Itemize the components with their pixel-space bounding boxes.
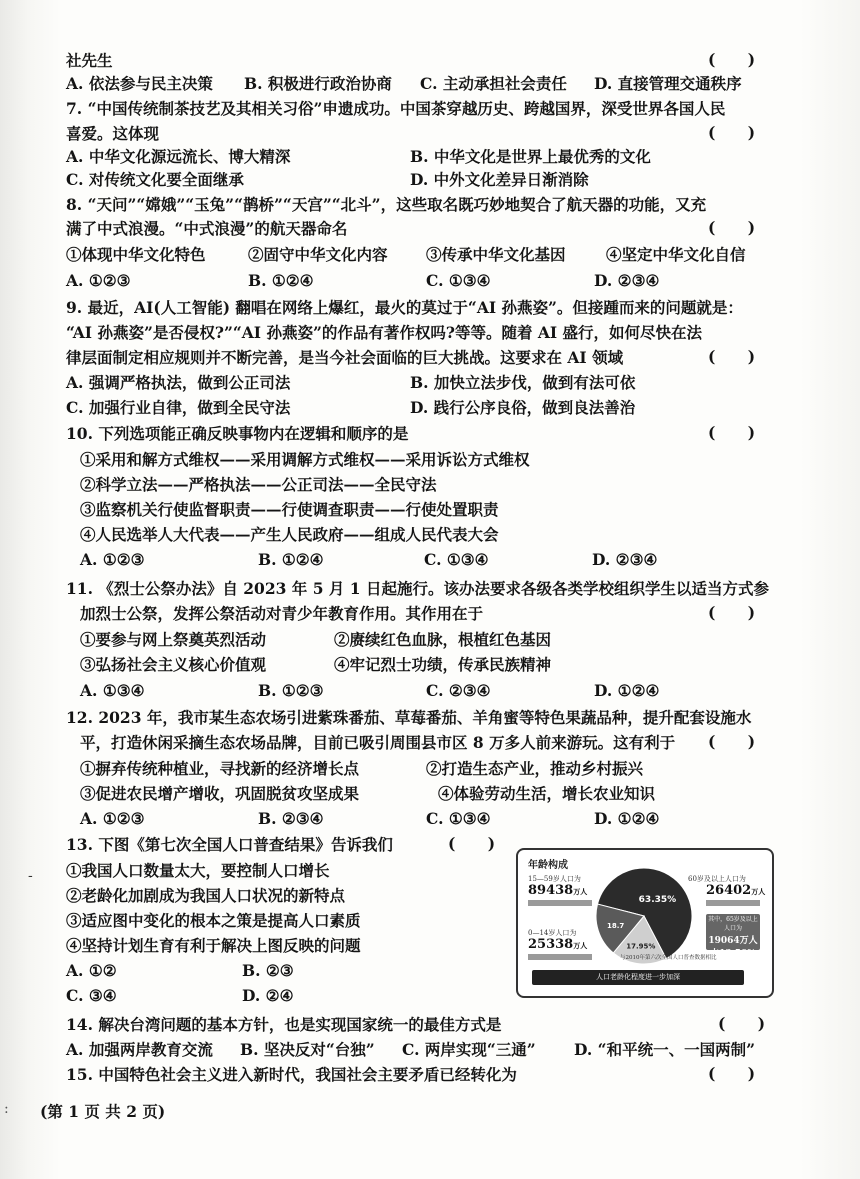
q7-option-a: A. 中华文化源远流长、博大精深 xyxy=(66,147,291,166)
q9-stem-line2: “AI 孙燕姿”是否侵权?”“AI 孙燕姿”的作品有著作权吗?等等。随着 AI 盛行，如何尽快在法 xyxy=(66,323,703,342)
q10-statement-1: ①采用和解方式维权——采用调解方式维权——采用诉讼方式维权 xyxy=(80,450,530,469)
q6-answer-blank[interactable]: ( ) xyxy=(708,50,756,69)
q11-answer-blank[interactable]: ( ) xyxy=(708,603,756,622)
q11-stem-line2: 加烈士公祭，发挥公祭活动对青少年教育作用。其作用在于 xyxy=(80,604,484,623)
q8-statement-1: ①体现中华文化特色 xyxy=(66,245,206,264)
page-footer: (第 1 页 共 2 页) xyxy=(40,1102,166,1121)
q13-option-b: B. ②③ xyxy=(242,961,294,980)
q14-answer-blank[interactable]: ( ) xyxy=(718,1014,766,1033)
q8-option-c: C. ①③④ xyxy=(426,271,491,290)
q8-answer-blank[interactable]: ( ) xyxy=(708,218,756,237)
q7-answer-blank[interactable]: ( ) xyxy=(708,123,756,142)
q14-option-d: D. “和平统一、一国两制” xyxy=(574,1040,756,1059)
binding-mark: : xyxy=(4,1101,9,1117)
q9-answer-blank[interactable]: ( ) xyxy=(708,347,756,366)
q9-option-a: A. 强调严格执法，做到公正司法 xyxy=(66,373,291,392)
q8-statement-4: ④坚定中华文化自信 xyxy=(606,245,746,264)
q14-option-c: C. 两岸实现“三通” xyxy=(402,1040,536,1059)
callout-value: 19064万人 xyxy=(708,936,758,946)
q8-stem-line2: 满了中式浪漫。“中式浪漫”的航天器命名 xyxy=(66,219,348,238)
q13-stem: 13. 下图《第七次全国人口普查结果》告诉我们 xyxy=(66,835,393,854)
q9-stem-line1: 9. 最近，AI(人工智能) 翻唱在网络上爆红，最火的莫过于“AI 孙燕姿”。但接踵而来的问题就是： xyxy=(66,298,743,317)
q11-option-a: A. ①③④ xyxy=(80,681,145,700)
q8-option-b: B. ①②④ xyxy=(248,271,314,290)
q10-option-a: A. ①②③ xyxy=(80,550,145,569)
q8-option-a: A. ①②③ xyxy=(66,271,131,290)
q14-option-b: B. 坚决反对“台独” xyxy=(240,1040,375,1059)
q12-stem-line1: 12. 2023 年，我市某生态农场引进紫珠番茄、草莓番茄、羊角蜜等特色果蔬品种，提升配套设施水 xyxy=(66,708,752,727)
q12-statement-3: ③促进农民增产增收，巩固脱贫攻坚成果 xyxy=(80,784,360,803)
q11-statement-2: ②赓续红色血脉，根植红色基因 xyxy=(334,630,552,649)
group-working-label: 15—59岁人口为 xyxy=(528,875,581,883)
q15-answer-blank[interactable]: ( ) xyxy=(708,1064,756,1083)
margin-mark: - xyxy=(28,868,33,884)
q6-option-b: B. 积极进行政治协商 xyxy=(244,74,392,93)
q9-option-d: D. 践行公序良俗，做到良法善治 xyxy=(410,398,636,417)
callout-share: 占13.50% xyxy=(710,949,756,959)
q10-stem: 10. 下列选项能正确反映事物内在逻辑和顺序的是 xyxy=(66,424,409,443)
q8-option-d: D. ②③④ xyxy=(594,271,660,290)
q12-answer-blank[interactable]: ( ) xyxy=(708,732,756,751)
q12-option-d: D. ①②④ xyxy=(594,809,660,828)
group-working-value: 89438万人 xyxy=(528,883,588,898)
q10-option-b: B. ①②④ xyxy=(258,550,324,569)
q6-option-a: A. 依法参与民主决策 xyxy=(66,74,213,93)
q14-stem: 14. 解决台湾问题的基本方针，也是实现国家统一的最佳方式是 xyxy=(66,1015,502,1034)
q12-option-c: C. ①③④ xyxy=(426,809,491,828)
group-children-value: 25338万人 xyxy=(528,937,588,952)
q13-statement-4: ④坚持计划生育有利于解决上图反映的问题 xyxy=(66,936,361,955)
pie-slice-0-14-label: 18.7 xyxy=(607,922,625,931)
q11-stem-line1: 11. 《烈士公祭办法》自 2023 年 5 月 1 日起施行。该办法要求各级各类学校组织学生以适当方式参 xyxy=(66,579,769,598)
q8-statement-3: ③传承中华文化基因 xyxy=(426,245,566,264)
q12-stem-line2: 平，打造休闲采摘生态农场品牌，目前已吸引周围县市区 8 万多人前来游玩。这有利于 xyxy=(80,733,676,752)
q11-option-b: B. ①②③ xyxy=(258,681,324,700)
q11-statement-1: ①要参与网上祭奠英烈活动 xyxy=(80,630,267,649)
group-elderly-value: 26402万人 xyxy=(706,883,766,898)
q12-statement-4: ④体验劳动生活，增长农业知识 xyxy=(438,784,656,803)
q13-option-d: D. ②④ xyxy=(242,986,294,1005)
q7-stem-line1: 7. “中国传统制茶技艺及其相关习俗”申遗成功。中国茶穿越历史、跨越国界，深受世界各国人民 xyxy=(66,99,726,118)
q7-option-b: B. 中华文化是世界上最优秀的文化 xyxy=(410,147,651,166)
q11-statement-4: ④牢记烈士功绩，传承民族精神 xyxy=(334,655,552,674)
q10-statement-4: ④人民选举人大代表——产生人民政府——组成人民代表大会 xyxy=(80,525,499,544)
q12-option-a: A. ①②③ xyxy=(80,809,145,828)
q10-option-c: C. ①③④ xyxy=(424,550,489,569)
chart-banner: 人口老龄化程度进一步加深 xyxy=(532,970,744,985)
q12-option-b: B. ②③④ xyxy=(258,809,324,828)
q6-stem-tail: 社先生 xyxy=(66,51,113,70)
q14-option-a: A. 加强两岸教育交流 xyxy=(66,1040,213,1059)
q13-statement-2: ②老龄化加剧成为我国人口状况的新特点 xyxy=(66,886,346,905)
census-chart-card xyxy=(516,848,774,998)
q11-statement-3: ③弘扬社会主义核心价值观 xyxy=(80,655,267,674)
group-children-label: 0—14岁人口为 xyxy=(528,929,577,937)
q9-stem-line3: 律层面制定相应规则并不断完善，是当今社会面临的巨大挑战。这要求在 AI 领域 xyxy=(66,348,624,367)
q7-option-d: D. 中外文化差异日渐消除 xyxy=(410,170,589,189)
q7-stem-line2: 喜爱。这体现 xyxy=(66,124,160,143)
chart-note: 与2010年第六次全国人口普查数据相比 xyxy=(620,955,717,961)
q8-statement-2: ②固守中华文化内容 xyxy=(248,245,388,264)
q13-statement-3: ③适应图中变化的根本之策是提高人口素质 xyxy=(66,911,361,930)
q6-option-d: D. 直接管理交通秩序 xyxy=(594,74,742,93)
pie-slice-15-59-label: 63.35% xyxy=(638,895,677,906)
q13-answer-blank[interactable]: ( ) xyxy=(448,834,496,853)
pie-slice-60-plus-label: 17.95% xyxy=(626,942,656,951)
q6-option-c: C. 主动承担社会责任 xyxy=(420,74,567,93)
callout-label: 其中，65岁及以上人口为 xyxy=(708,916,758,932)
q11-option-c: C. ②③④ xyxy=(426,681,491,700)
q13-statement-1: ①我国人口数量太大，要控制人口增长 xyxy=(66,861,330,880)
q10-option-d: D. ②③④ xyxy=(592,550,658,569)
chart-title: 年龄构成 xyxy=(528,860,568,871)
group-elderly-label: 60岁及以上人口为 xyxy=(688,875,746,883)
q10-statement-3: ③监察机关行使监督职责——行使调查职责——行使处置职责 xyxy=(80,500,499,519)
q13-option-c: C. ③④ xyxy=(66,986,117,1005)
q15-stem: 15. 中国特色社会主义进入新时代，我国社会主要矛盾已经转化为 xyxy=(66,1065,517,1084)
q9-option-c: C. 加强行业自律，做到全民守法 xyxy=(66,398,291,417)
q10-statement-2: ②科学立法——严格执法——公正司法——全民守法 xyxy=(80,475,437,494)
q9-option-b: B. 加快立法步伐，做到有法可依 xyxy=(410,373,636,392)
q7-option-c: C. 对传统文化要全面继承 xyxy=(66,170,244,189)
q12-statement-2: ②打造生态产业，推动乡村振兴 xyxy=(426,759,644,778)
q12-statement-1: ①摒弃传统种植业，寻找新的经济增长点 xyxy=(80,759,360,778)
q10-answer-blank[interactable]: ( ) xyxy=(708,423,756,442)
q11-option-d: D. ①②④ xyxy=(594,681,660,700)
q13-option-a: A. ①② xyxy=(66,961,117,980)
q8-stem-line1: 8. “天问”“嫦娥”“玉兔”“鹊桥”“天宫”“北斗”，这些取名既巧妙地契合了航天器的功能，又充 xyxy=(66,195,707,214)
